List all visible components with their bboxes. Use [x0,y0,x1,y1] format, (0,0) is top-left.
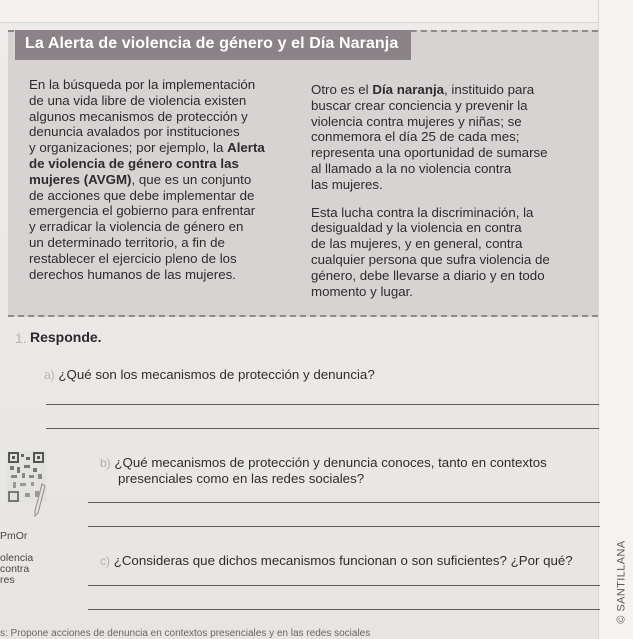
question-c [100,553,573,569]
text-line: de una vida libre de violencia existen [29,92,247,108]
publisher-label: © SANTILLANA [615,540,628,624]
info-column-right [311,82,596,299]
avgm-acronym: mujeres (AVGM) [29,171,132,187]
question-text: presenciales como en las redes sociales? [118,471,365,486]
answer-line[interactable] [46,428,599,429]
question-letter: b) [100,456,111,470]
text-line: denuncia avalados por instituciones [29,124,240,140]
text-line: representa una oportunidad de sumarse [311,145,548,161]
text-line: género, debe llevarse a diario y en todo [311,267,545,283]
answer-line[interactable] [88,526,600,527]
text-line [29,156,304,172]
margin-text: olencia [0,552,34,564]
dia-naranja-term: Día naranja [372,82,445,97]
margin-text: res [0,574,15,586]
text-line [311,82,596,98]
text-fragment: y organizaciones; por ejemplo, la [29,140,224,156]
margin-text: PmOr [0,530,28,542]
text-line: de las mujeres, y en general, contra [311,236,523,252]
text-line: violencia contra mujeres y niñas; se [311,113,522,129]
question-text: ¿Qué son los mecanismos de protección y denuncia? [58,367,375,382]
text-line: momento y lugar. [311,283,413,299]
text-line: al llamado a la no violencia contra [311,160,512,176]
text-line: emergencia el gobierno para enfrentar [29,203,256,219]
margin-text: contra [0,563,30,575]
text-line: cualquier persona que sufra violencia de [311,251,550,267]
publisher-mark [602,540,632,624]
text-fragment: , que es un conjunto [131,171,252,187]
text-line: un determinado territorio, a fin de [29,234,225,250]
question-text: ¿Consideras que dichos mecanismos funcionan o son suficientes? ¿Por qué? [113,553,573,568]
section-number: 1. [15,330,27,346]
question-letter: c) [100,554,110,568]
info-box-banner [15,30,411,60]
question-a [44,367,375,383]
text-line: y erradicar la violencia de género en [29,219,244,235]
pencil-icon [33,483,47,517]
answer-line[interactable] [46,404,599,405]
paragraph-gap [311,193,596,205]
footer-text: s: Propone acciones de denuncia en contextos presenciales y en las redes sociales [0,628,371,639]
section-title: Responde. [30,329,102,345]
question-letter: a) [44,368,55,382]
text-fragment: , instituido para [444,82,535,97]
text-line: las mujeres. [311,176,383,192]
text-line: algunos mecanismos de protección y [29,108,248,124]
top-page-edge [0,0,633,23]
question-b [100,455,547,471]
text-line [29,172,304,188]
text-line: restablecer el ejercicio pleno de los [29,250,237,266]
info-column-left [29,77,304,282]
text-line: En la búsqueda por la implementación [29,77,256,92]
alerta-term: Alerta [227,140,265,156]
question-b-continued [118,471,364,487]
text-line: de acciones que debe implementar de [29,187,255,203]
text-line: desigualdad y la violencia en contra [311,220,522,236]
avgm-term: de violencia de género contra las [29,155,239,171]
text-fragment: Otro es el [311,82,373,97]
text-line [29,140,304,156]
text-line: derechos humanos de las mujeres. [29,266,236,282]
answer-line[interactable] [88,609,600,610]
question-text: ¿Qué mecanismos de protección y denuncia conoces, tanto en contextos [114,455,547,470]
answer-line[interactable] [88,502,600,503]
answer-line[interactable] [88,585,600,586]
text-line: Esta lucha contra la discriminación, la [311,204,534,220]
text-line: buscar crear conciencia y prevenir la [311,97,528,113]
info-box-title: La Alerta de violencia de género y el Día Naranja [25,35,399,52]
text-line: conmemora el día 25 de cada mes; [311,129,520,145]
